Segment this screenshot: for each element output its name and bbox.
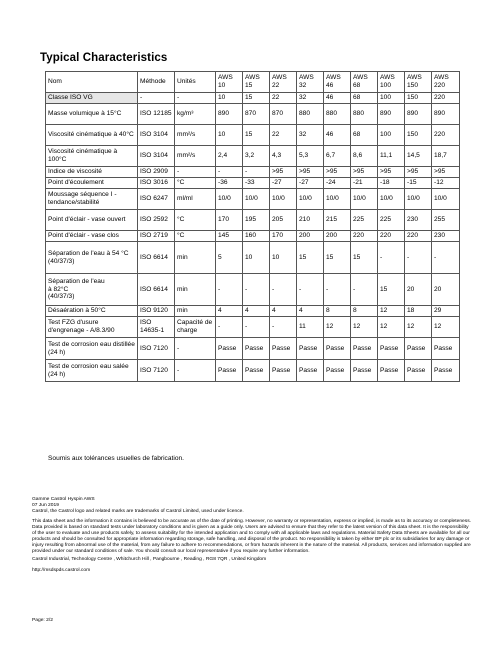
table-row	[46, 146, 460, 167]
value-cell: 12	[378, 317, 405, 338]
table-row	[46, 242, 460, 274]
unit-cell: kg/m³	[175, 104, 216, 125]
header-cell: AWS 10	[216, 72, 243, 93]
value-cell: 10/0	[270, 189, 297, 210]
value-cell: 32	[297, 125, 324, 146]
value-cell: 10/0	[324, 189, 351, 210]
value-cell: 10	[216, 125, 243, 146]
property-name-cell: Test FZG d'usure d'engrenage - A/8.3/90	[46, 317, 138, 338]
value-cell: Passe	[216, 360, 243, 382]
property-name-cell: Test de corrosion eau salée (24 h)	[46, 360, 138, 382]
unit-cell: -	[175, 93, 216, 104]
unit-cell: -	[175, 360, 216, 382]
unit-cell: -	[175, 338, 216, 360]
header-cell: AWS 100	[378, 72, 405, 93]
table-row	[46, 360, 460, 382]
table-row	[46, 317, 460, 338]
value-cell: 12	[432, 317, 460, 338]
property-name-cell: Séparation de l'eau à 54 °C (40/37/3)	[46, 242, 138, 274]
method-cell: -	[138, 93, 175, 104]
method-cell: ISO 2909	[138, 167, 175, 178]
value-cell: 890	[432, 104, 460, 125]
value-cell: -	[243, 274, 270, 306]
header-cell: AWS 68	[351, 72, 378, 93]
value-cell: 22	[270, 125, 297, 146]
value-cell: 12	[324, 317, 351, 338]
table-row	[46, 338, 460, 360]
value-cell: 10	[270, 242, 297, 274]
value-cell: 22	[270, 93, 297, 104]
value-cell: -	[351, 274, 378, 306]
value-cell: 200	[324, 231, 351, 242]
value-cell: -	[270, 317, 297, 338]
value-cell: -	[405, 242, 432, 274]
value-cell: 20	[405, 274, 432, 306]
method-cell: ISO 2592	[138, 210, 175, 231]
value-cell: 8,6	[351, 146, 378, 167]
header-cell: AWS 15	[243, 72, 270, 93]
value-cell: 150	[405, 125, 432, 146]
value-cell: 4	[297, 306, 324, 317]
table-row	[46, 306, 460, 317]
value-cell: 160	[243, 231, 270, 242]
unit-cell: °C	[175, 210, 216, 231]
value-cell: 890	[378, 104, 405, 125]
disclaimer: This data sheet and the information it contains is believed to be accurate as of the date of printing. However, no warranty or representation, express or implied, is made as to its accuracy or completeness. Data provided is based on standard tests under laboratory conditions and is given as a guide only. Users are advised to ensure that they refer to the latest version of this data sheet. It is the responsibility of the user to evaluate and use products safely, to assess suitability for the intended application and to comply with all applicable laws and regulations. Material Safety Data Sheets are available for all our products and should be consulted for appropriate information regarding storage, safe handling, and disposal of the product. No responsibility is taken by either BP plc or its subsidiaries for any damage or injury resulting from abnormal use of the material, from any failure to adhere to recommendations, or from hazards inherent in the nature of the material. All products, services and information supplied are provided under our standard conditions of sale. You should consult our local representative if you require any further information.	[32, 519, 472, 555]
value-cell: 15	[297, 242, 324, 274]
value-cell: Passe	[351, 360, 378, 382]
value-cell: 220	[432, 125, 460, 146]
value-cell: >95	[351, 167, 378, 178]
value-cell: 5,3	[297, 146, 324, 167]
table-row	[46, 274, 460, 306]
value-cell: Passe	[270, 338, 297, 360]
value-cell: Passe	[378, 360, 405, 382]
value-cell: 15	[351, 242, 378, 274]
property-name-cell: Classe ISO VG	[46, 93, 138, 104]
value-cell: 10/0	[243, 189, 270, 210]
value-cell: -18	[378, 178, 405, 189]
value-cell: 890	[405, 104, 432, 125]
print-date: 07 Jun 2019	[32, 503, 59, 508]
value-cell: Passe	[432, 360, 460, 382]
value-cell: 4,3	[270, 146, 297, 167]
table-row	[46, 125, 460, 146]
value-cell: 230	[405, 210, 432, 231]
value-cell: 15	[243, 93, 270, 104]
value-cell: 10/0	[405, 189, 432, 210]
property-name-cell: Séparation de l'eau à 82°C (40/37/3)	[46, 274, 138, 306]
value-cell: -	[297, 274, 324, 306]
header-cell: AWS 220	[432, 72, 460, 93]
value-cell: 15	[378, 274, 405, 306]
value-cell: -	[378, 242, 405, 274]
value-cell: Passe	[243, 360, 270, 382]
value-cell: 4	[270, 306, 297, 317]
value-cell: 880	[324, 104, 351, 125]
method-cell: ISO 9120	[138, 306, 175, 317]
value-cell: 68	[351, 125, 378, 146]
value-cell: 32	[297, 93, 324, 104]
value-cell: 880	[297, 104, 324, 125]
value-cell: 2,4	[216, 146, 243, 167]
value-cell: -	[216, 274, 243, 306]
value-cell: 10/0	[216, 189, 243, 210]
value-cell: >95	[297, 167, 324, 178]
unit-cell: °C	[175, 231, 216, 242]
value-cell: Passe	[324, 360, 351, 382]
value-cell: Passe	[351, 338, 378, 360]
unit-cell: Capacité de charge	[175, 317, 216, 338]
value-cell: -27	[297, 178, 324, 189]
value-cell: 220	[351, 231, 378, 242]
value-cell: 170	[216, 210, 243, 231]
value-cell: 3,2	[243, 146, 270, 167]
unit-cell: -	[175, 167, 216, 178]
value-cell: -21	[351, 178, 378, 189]
value-cell: 890	[216, 104, 243, 125]
value-cell: -27	[270, 178, 297, 189]
value-cell: 12	[405, 317, 432, 338]
value-cell: 10	[216, 93, 243, 104]
value-cell: 255	[432, 210, 460, 231]
method-cell: ISO 14635-1	[138, 317, 175, 338]
company-address: Castrol Industrial, Technology Centre , Whitchurch Hill , Pangbourne , Reading , RG8 7QR , United Kingdom	[32, 557, 267, 562]
tolerance-note: Soumis aux tolérances usuelles de fabrication.	[48, 455, 184, 462]
value-cell: -	[216, 317, 243, 338]
property-name-cell: Masse volumique à 15°C	[46, 104, 138, 125]
value-cell: 145	[216, 231, 243, 242]
value-cell: Passe	[270, 360, 297, 382]
value-cell: 4	[216, 306, 243, 317]
method-cell: ISO 6614	[138, 274, 175, 306]
value-cell: >95	[270, 167, 297, 178]
value-cell: Passe	[378, 338, 405, 360]
value-cell: 20	[432, 274, 460, 306]
value-cell: 200	[297, 231, 324, 242]
value-cell: 15	[324, 242, 351, 274]
value-cell: 150	[405, 93, 432, 104]
value-cell: 15	[243, 125, 270, 146]
value-cell: -15	[405, 178, 432, 189]
value-cell: -24	[324, 178, 351, 189]
value-cell: -	[270, 274, 297, 306]
header-cell: Unités	[175, 72, 216, 93]
value-cell: 14,5	[405, 146, 432, 167]
value-cell: 4	[243, 306, 270, 317]
header-cell: AWS 46	[324, 72, 351, 93]
value-cell: 170	[270, 231, 297, 242]
value-cell: 46	[324, 93, 351, 104]
property-name-cell: Point d'éclair - vase clos	[46, 231, 138, 242]
value-cell: 100	[378, 125, 405, 146]
value-cell: 6,7	[324, 146, 351, 167]
value-cell: 8	[351, 306, 378, 317]
characteristics-table	[45, 71, 460, 382]
method-cell: ISO 6247	[138, 189, 175, 210]
value-cell: Passe	[405, 360, 432, 382]
value-cell: 18	[405, 306, 432, 317]
table-row	[46, 104, 460, 125]
table-row	[46, 167, 460, 178]
value-cell: 870	[270, 104, 297, 125]
property-name-cell: Désaération à 50°C	[46, 306, 138, 317]
value-cell: 220	[378, 231, 405, 242]
value-cell: -	[243, 167, 270, 178]
value-cell: 68	[351, 93, 378, 104]
value-cell: -	[243, 317, 270, 338]
value-cell: Passe	[432, 338, 460, 360]
value-cell: 220	[432, 93, 460, 104]
header-cell: Nom	[46, 72, 138, 93]
value-cell: >95	[405, 167, 432, 178]
property-name-cell: Moussage séquence I - tendance/stabilité	[46, 189, 138, 210]
method-cell: ISO 2719	[138, 231, 175, 242]
method-cell: ISO 7120	[138, 360, 175, 382]
table-header-row	[46, 72, 460, 93]
unit-cell: mm²/s	[175, 125, 216, 146]
value-cell: >95	[432, 167, 460, 178]
value-cell: 210	[297, 210, 324, 231]
table-row	[46, 210, 460, 231]
value-cell: 11,1	[378, 146, 405, 167]
value-cell: Passe	[216, 338, 243, 360]
value-cell: -	[216, 167, 243, 178]
value-cell: Passe	[297, 338, 324, 360]
value-cell: 10/0	[378, 189, 405, 210]
header-cell: AWS 150	[405, 72, 432, 93]
method-cell: ISO 3016	[138, 178, 175, 189]
table-row	[46, 189, 460, 210]
property-name-cell: Point d'écoulement	[46, 178, 138, 189]
value-cell: -36	[216, 178, 243, 189]
value-cell: 215	[324, 210, 351, 231]
property-name-cell: Viscosité cinématique à 100°C	[46, 146, 138, 167]
method-cell: ISO 3104	[138, 125, 175, 146]
method-cell: ISO 6614	[138, 242, 175, 274]
table-row	[46, 178, 460, 189]
value-cell: 8	[324, 306, 351, 317]
value-cell: 10/0	[297, 189, 324, 210]
unit-cell: °C	[175, 178, 216, 189]
value-cell: Passe	[243, 338, 270, 360]
value-cell: Passe	[405, 338, 432, 360]
value-cell: 870	[243, 104, 270, 125]
header-cell: AWS 22	[270, 72, 297, 93]
value-cell: 225	[351, 210, 378, 231]
value-cell: Passe	[297, 360, 324, 382]
unit-cell: min	[175, 274, 216, 306]
value-cell: 220	[405, 231, 432, 242]
value-cell: 10	[243, 242, 270, 274]
msds-link[interactable]: http://msdspds.castrol.com	[32, 568, 91, 573]
value-cell: -33	[243, 178, 270, 189]
value-cell: 100	[378, 93, 405, 104]
value-cell: 10/0	[432, 189, 460, 210]
value-cell: 18,7	[432, 146, 460, 167]
value-cell: 10/0	[351, 189, 378, 210]
value-cell: 230	[432, 231, 460, 242]
value-cell: >95	[378, 167, 405, 178]
value-cell: 12	[351, 317, 378, 338]
trademark-notice: Castrol, the Castrol logo and related marks are trademarks of Castrol Limited, used under licence.	[32, 509, 244, 514]
table-row	[46, 231, 460, 242]
value-cell: 12	[378, 306, 405, 317]
unit-cell: min	[175, 242, 216, 274]
page-title: Typical Characteristics	[40, 52, 168, 64]
value-cell: -	[432, 242, 460, 274]
unit-cell: min	[175, 306, 216, 317]
value-cell: Passe	[324, 338, 351, 360]
value-cell: 205	[270, 210, 297, 231]
property-name-cell: Viscosité cinématique à 40°C	[46, 125, 138, 146]
value-cell: 225	[378, 210, 405, 231]
unit-cell: ml/ml	[175, 189, 216, 210]
product-range: Gamme Castrol Hyspin AWS	[32, 497, 95, 502]
table-row	[46, 93, 460, 104]
value-cell: 195	[243, 210, 270, 231]
property-name-cell: Point d'éclair - vase ouvert	[46, 210, 138, 231]
method-cell: ISO 7120	[138, 338, 175, 360]
header-cell: Méthode	[138, 72, 175, 93]
method-cell: ISO 3104	[138, 146, 175, 167]
method-cell: ISO 12185	[138, 104, 175, 125]
property-name-cell: Test de corrosion eau distillée (24 h)	[46, 338, 138, 360]
page-number: Page: 2/2	[32, 618, 53, 623]
value-cell: 46	[324, 125, 351, 146]
value-cell: -	[324, 274, 351, 306]
unit-cell: mm²/s	[175, 146, 216, 167]
property-name-cell: Indice de viscosité	[46, 167, 138, 178]
value-cell: 880	[351, 104, 378, 125]
header-cell: AWS 32	[297, 72, 324, 93]
value-cell: >95	[324, 167, 351, 178]
value-cell: 29	[432, 306, 460, 317]
value-cell: 5	[216, 242, 243, 274]
value-cell: -12	[432, 178, 460, 189]
value-cell: 11	[297, 317, 324, 338]
